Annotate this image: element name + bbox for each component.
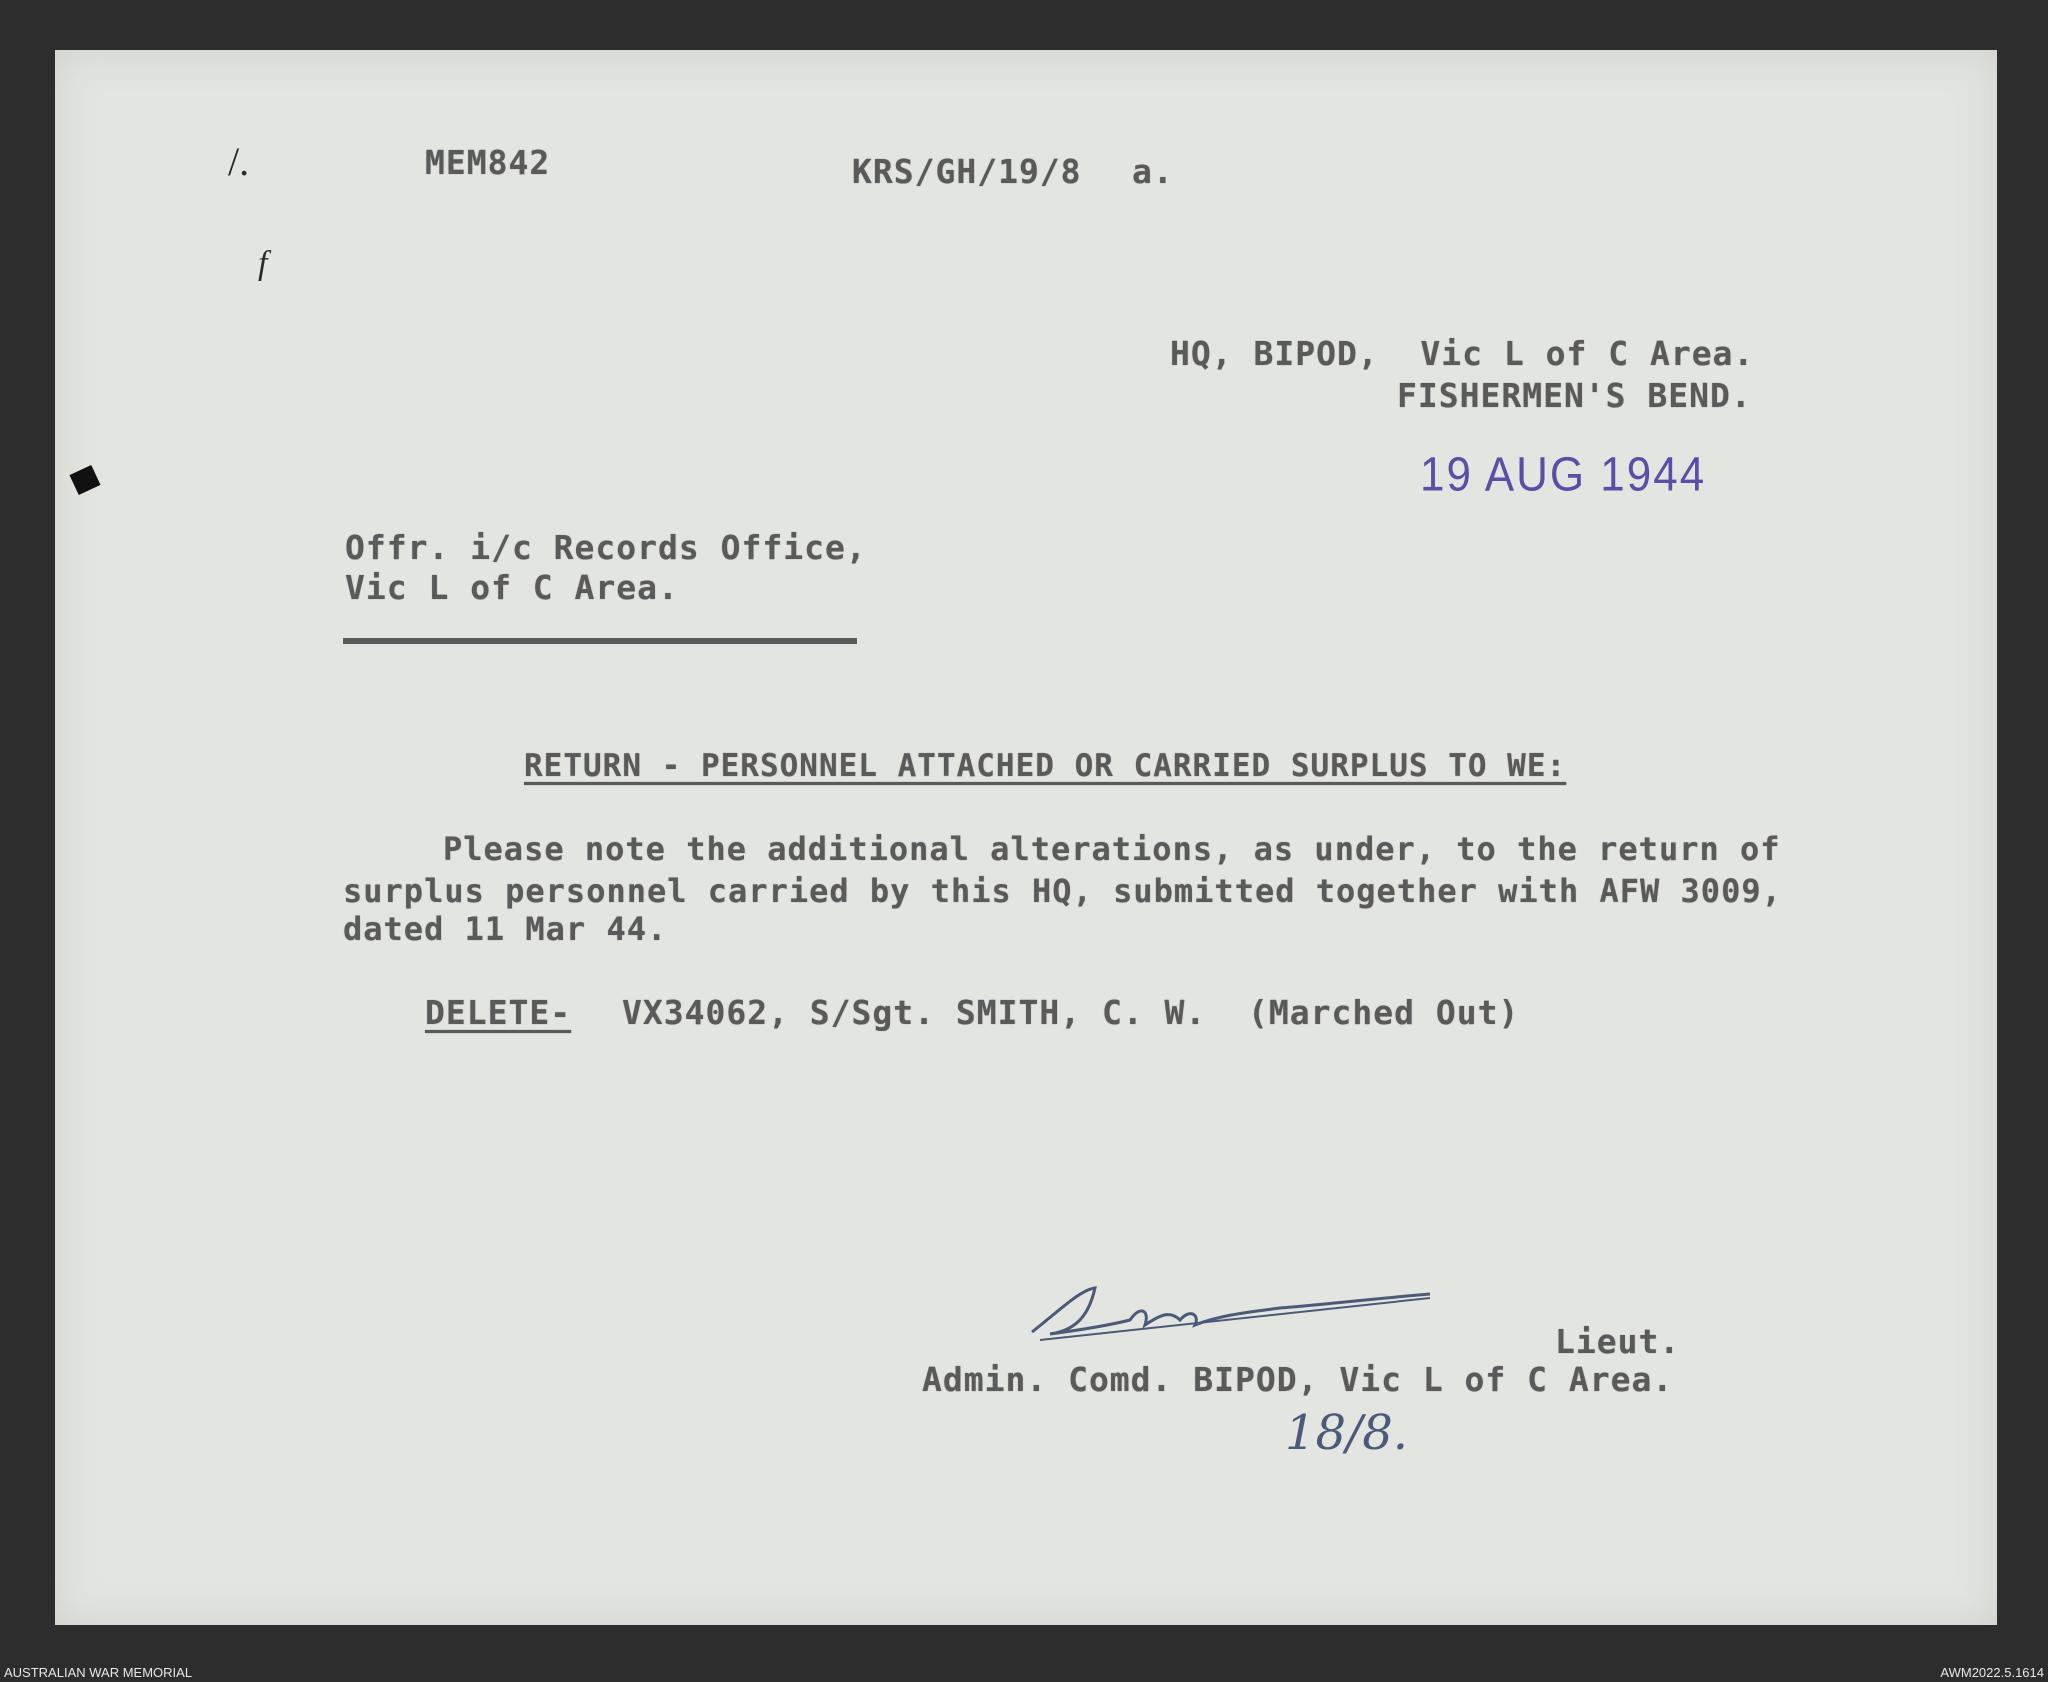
reference-number: MEM842 [425, 143, 551, 182]
delete-label: DELETE- [425, 993, 572, 1032]
signature-title: Admin. Comd. BIPOD, Vic L of C Area. [922, 1360, 1674, 1399]
subject-heading: RETURN - PERSONNEL ATTACHED OR CARRIED SURPLUS TO WE: [524, 748, 1567, 784]
address-rule [343, 638, 857, 644]
addressee-line-1: Offr. i/c Records Office, [345, 528, 867, 567]
footer-accession: AWM2022.5.1614 [1940, 1665, 2044, 1680]
margin-mark-2: f [258, 245, 268, 282]
delete-entry: VX34062, S/Sgt. SMITH, C. W. (Marched Out) [622, 993, 1520, 1032]
file-reference-suffix: a. [1132, 152, 1174, 191]
sender-line-1: HQ, BIPOD, Vic L of C Area. [1170, 334, 1755, 373]
body-line-2: surplus personnel carried by this HQ, submitted together with AFW 3009, [343, 872, 1782, 910]
addressee-line-2: Vic L of C Area. [345, 568, 679, 607]
footer-source: AUSTRALIAN WAR MEMORIAL [4, 1665, 193, 1680]
sender-line-2: FISHERMEN'S BEND. [1397, 376, 1752, 415]
margin-mark-1: /. [228, 139, 250, 184]
body-line-1: Please note the additional alterations, as under, to the return of [443, 830, 1781, 868]
file-reference: KRS/GH/19/8 [852, 152, 1082, 191]
date-stamp: 19 AUG 1944 [1420, 447, 1707, 502]
signature-rank: Lieut. [1555, 1322, 1681, 1361]
handwritten-signature [1020, 1270, 1440, 1360]
handwritten-date: 18/8. [1285, 1405, 1409, 1461]
body-line-3: dated 11 Mar 44. [343, 910, 668, 948]
